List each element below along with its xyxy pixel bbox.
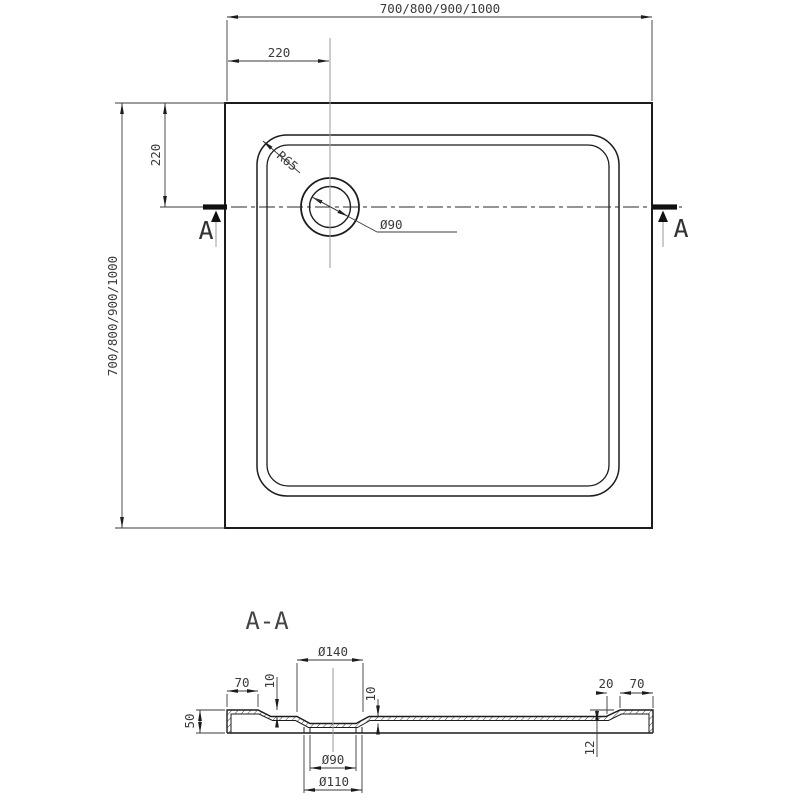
drain-dia-label: Ø90 [380, 217, 403, 232]
dim-top-width-label: 700/800/900/1000 [379, 1, 501, 16]
dim-floor-depth-label: 12 [582, 740, 597, 756]
top-view [105, 1, 689, 528]
section-view [182, 607, 653, 793]
section-profile-outer [227, 710, 653, 733]
dim-right-rim-label: 70 [629, 676, 645, 691]
section-title: A-A [245, 607, 289, 635]
dim-recess-depth-label: 10 [363, 686, 378, 702]
basin-rim-outer [257, 135, 619, 496]
corner-radius-label: R65 [274, 147, 302, 174]
section-wall-hatch [227, 710, 653, 733]
section-arrow-right [658, 211, 668, 223]
section-label-left: A [198, 216, 214, 245]
dim-left-rim-label: 70 [234, 675, 250, 690]
dim-drain-hole-label: Ø90 [321, 752, 345, 767]
dim-left-depth-label: 10 [262, 673, 277, 689]
dim-drain-flange-label: Ø110 [318, 774, 350, 789]
section-marker-left-bar [203, 204, 227, 209]
section-marker-right-bar [652, 204, 677, 209]
basin-rim-inner [267, 145, 609, 486]
section-label-right: A [673, 214, 689, 243]
dim-drain-offset-x-label: 220 [267, 45, 291, 60]
dim-height-label: 50 [182, 713, 197, 729]
dim-drain-offset-y-label: 220 [148, 143, 163, 167]
dim-recess-dia-label: Ø140 [317, 644, 349, 659]
dim-right-step-label: 20 [598, 676, 614, 691]
dim-left-height-label: 700/800/900/1000 [105, 255, 120, 377]
